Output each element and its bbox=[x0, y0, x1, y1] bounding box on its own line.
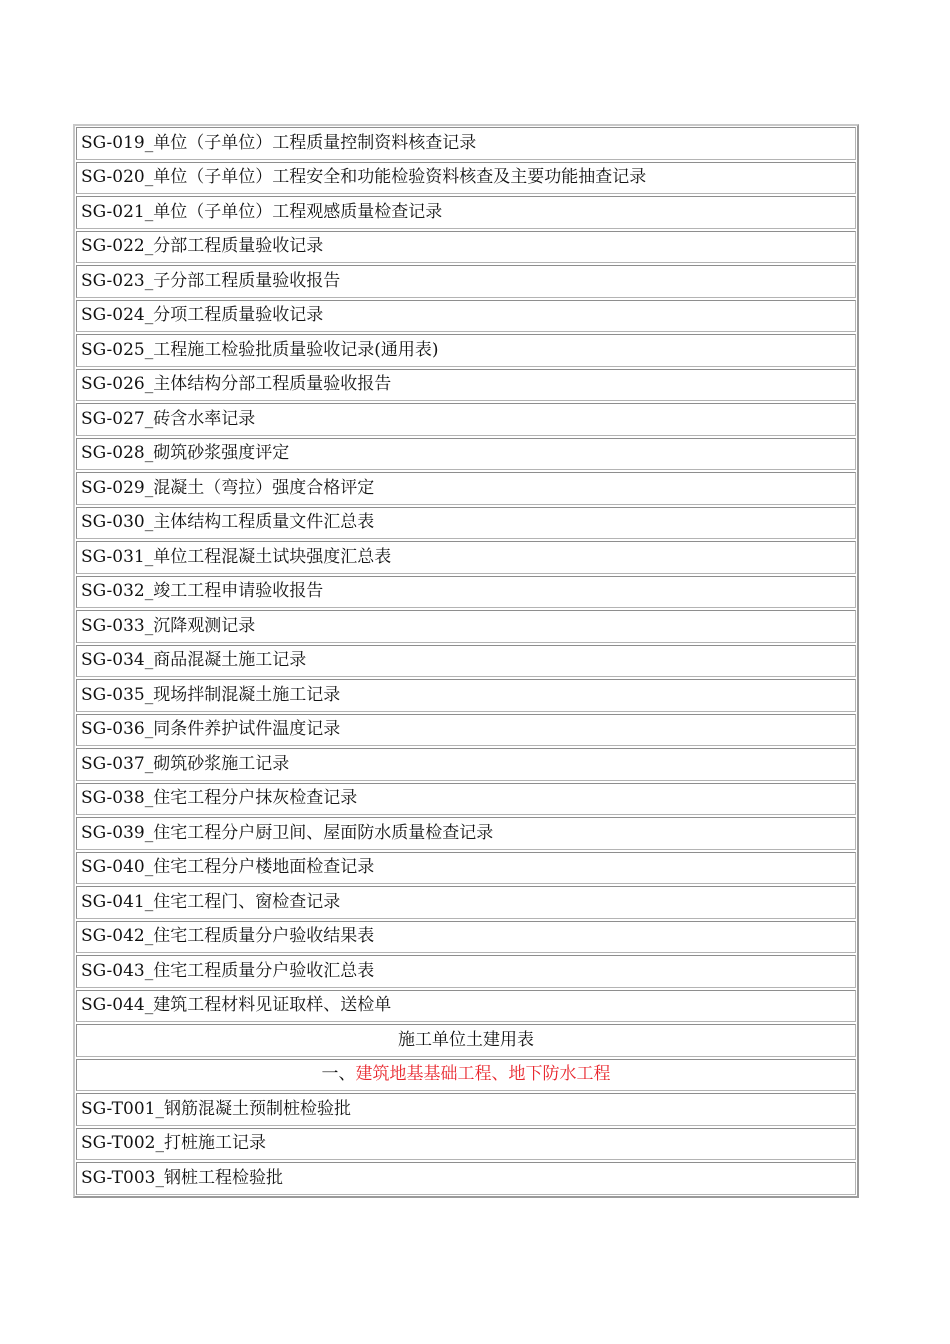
table-row: SG-029_混凝土（弯拉）强度合格评定 bbox=[76, 472, 856, 505]
table-row: SG-019_单位（子单位）工程质量控制资料核查记录 bbox=[76, 127, 856, 160]
table-row: SG-037_砌筑砂浆施工记录 bbox=[76, 748, 856, 781]
table-row: SG-038_住宅工程分户抹灰检查记录 bbox=[76, 783, 856, 816]
table-row: SG-035_现场拌制混凝土施工记录 bbox=[76, 679, 856, 712]
table-row: SG-022_分部工程质量验收记录 bbox=[76, 231, 856, 264]
table-row: SG-041_住宅工程门、窗检查记录 bbox=[76, 886, 856, 919]
table-row: SG-039_住宅工程分户厨卫间、屋面防水质量检查记录 bbox=[76, 817, 856, 850]
table-row: SG-040_住宅工程分户楼地面检查记录 bbox=[76, 852, 856, 885]
table-row: SG-T003_钢桩工程检验批 bbox=[76, 1162, 856, 1195]
table-row: SG-021_单位（子单位）工程观感质量检查记录 bbox=[76, 196, 856, 229]
table-row: SG-036_同条件养护试件温度记录 bbox=[76, 714, 856, 747]
table-row: SG-043_住宅工程质量分户验收汇总表 bbox=[76, 955, 856, 988]
table-row: SG-044_建筑工程材料见证取样、送检单 bbox=[76, 990, 856, 1023]
table-row: SG-T001_钢筋混凝土预制桩检验批 bbox=[76, 1093, 856, 1126]
table-row: SG-030_主体结构工程质量文件汇总表 bbox=[76, 507, 856, 540]
table-row: SG-033_沉降观测记录 bbox=[76, 610, 856, 643]
table-row: SG-023_子分部工程质量验收报告 bbox=[76, 265, 856, 298]
table-row: SG-026_主体结构分部工程质量验收报告 bbox=[76, 369, 856, 402]
table-row: SG-025_工程施工检验批质量验收记录(通用表) bbox=[76, 334, 856, 367]
subsection-heading bbox=[76, 1059, 856, 1092]
form-list-table bbox=[73, 124, 859, 1198]
section-heading: 施工单位土建用表 bbox=[76, 1024, 856, 1057]
table-row: SG-027_砖含水率记录 bbox=[76, 403, 856, 436]
table-row: SG-032_竣工工程申请验收报告 bbox=[76, 576, 856, 609]
table-row: SG-020_单位（子单位）工程安全和功能检验资料核查及主要功能抽查记录 bbox=[76, 162, 856, 195]
subsection-number: 一、 bbox=[321, 1064, 356, 1085]
table-row: SG-024_分项工程质量验收记录 bbox=[76, 300, 856, 333]
table-row: SG-031_单位工程混凝土试块强度汇总表 bbox=[76, 541, 856, 574]
subsection-title: 建筑地基基础工程、地下防水工程 bbox=[355, 1064, 611, 1085]
table-row: SG-042_住宅工程质量分户验收结果表 bbox=[76, 921, 856, 954]
table-row: SG-034_商品混凝土施工记录 bbox=[76, 645, 856, 678]
table-row: SG-028_砌筑砂浆强度评定 bbox=[76, 438, 856, 471]
table-row: SG-T002_打桩施工记录 bbox=[76, 1128, 856, 1161]
